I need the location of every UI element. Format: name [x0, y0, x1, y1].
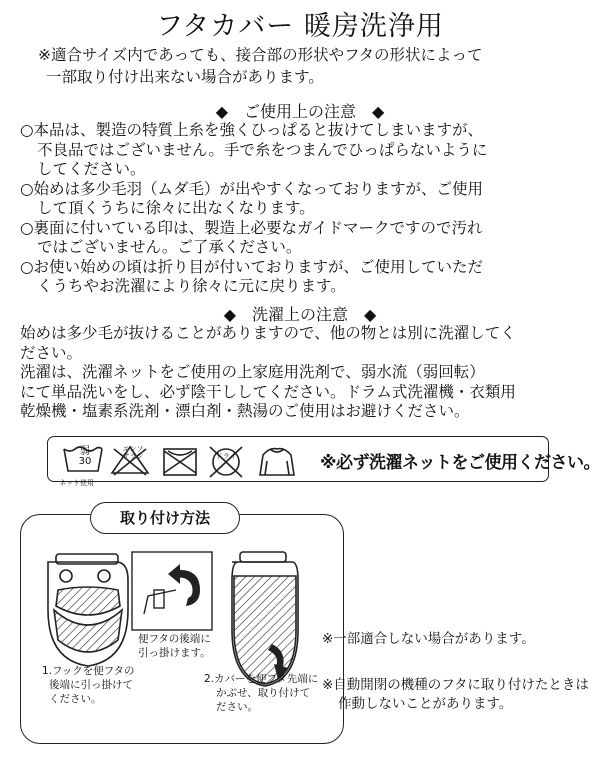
usage-heading: ◆ ご使用上の注意 ◆	[215, 102, 385, 121]
washing-heading: ◆ 洗濯上の注意 ◆	[223, 305, 377, 324]
detail-caption	[138, 632, 211, 660]
net-notice: ※必ず洗濯ネットをご使用ください。	[320, 453, 600, 473]
net-use-label: ネット使用	[59, 479, 94, 487]
side-note-1: ※一部適合しない場合があります。	[322, 631, 535, 647]
washing-line: ださい。	[20, 343, 83, 362]
wash-label: 弱	[80, 446, 90, 457]
bleach-label: エンソ サラシ	[122, 445, 144, 460]
usage-line: ○裏面に付いている印は、製造上必要なガイドマークですので汚れ	[20, 218, 483, 237]
washing-line: 始めは多少毛が抜けることがありますので、他の物とは別に洗濯してく	[20, 324, 516, 342]
wash-temperature	[64, 447, 106, 467]
side-note-2	[322, 676, 589, 714]
step2-line: ださい。	[216, 701, 258, 713]
usage-line: してください。	[37, 160, 146, 178]
side-note-2-line: 作動しないことがあります。	[338, 696, 513, 712]
usage-notes	[20, 121, 487, 297]
washing-line: 洗濯は、洗濯ネットをご使用の上家庭用洗剤で、弱水流（弱回転）	[20, 363, 485, 381]
step1-toilet-lid-icon	[48, 554, 128, 666]
usage-line: ○お使い始めの頃は折り目が付いておりますが、ご使用していただ	[20, 257, 484, 276]
washing-line: にて単品洗いをし、必ず陰干ししてください。ドラム式洗濯機・衣類用	[20, 382, 516, 401]
fit-note	[38, 44, 483, 88]
rotate-arrow-icon	[168, 564, 200, 606]
usage-line: くうちやお洗濯により徐々に元に戻ります。	[37, 277, 346, 295]
detail-frame	[132, 552, 212, 630]
usage-line: 不良品ではございません。手で糸をつまんでひっぱらないように	[37, 140, 488, 159]
step1-line: 後端に引っ掛けて	[49, 679, 133, 691]
installation-title: 取り付け方法	[90, 502, 240, 534]
washing-notes	[20, 324, 516, 422]
washing-line: 乾燥機・塩素系洗剤・漂白剤・熱湯のご使用はお避けください。	[20, 402, 470, 420]
shade-dry-icon	[260, 449, 294, 475]
usage-line: ではございません。ご了承ください。	[37, 238, 302, 256]
step1-line: 1.フックを便フタの	[42, 665, 135, 677]
side-note-2-line: ※自動開閉の機種のフタに取り付けたときは	[322, 677, 589, 693]
no-tumble-dry-icon	[164, 449, 196, 475]
dry-clean-label: ドライ	[215, 452, 237, 460]
detail-line: 引っ掛けます。	[138, 647, 211, 659]
step2-line: かぶせ、取り付けて	[216, 687, 311, 699]
step1-caption	[42, 664, 135, 706]
fit-note-line: 一部取り付け出来ない場合があります。	[46, 68, 324, 86]
step2-line: 2.カバーを便フタ先端に	[204, 673, 319, 685]
usage-line: して頂くうちに徐々に出なくなります。	[37, 199, 315, 217]
page-title: フタカバー 暖房洗浄用	[156, 11, 444, 42]
detail-line: 便フタの後端に	[138, 633, 211, 645]
step1-line: ください。	[49, 693, 102, 705]
step2-caption	[204, 672, 318, 714]
step2-toilet-lid-icon	[232, 552, 298, 686]
usage-line: ○本品は、製造の特質上糸を強くひっぱると抜けてしまいますが、	[20, 121, 484, 139]
fit-note-line: ※適合サイズ内であっても、接合部の形状やフタの形状によって	[38, 46, 483, 64]
usage-line: ○始めは多少毛羽（ムダ毛）が出やすくなっておりますが、ご使用	[20, 179, 484, 198]
wash-temp: 30	[78, 456, 92, 467]
